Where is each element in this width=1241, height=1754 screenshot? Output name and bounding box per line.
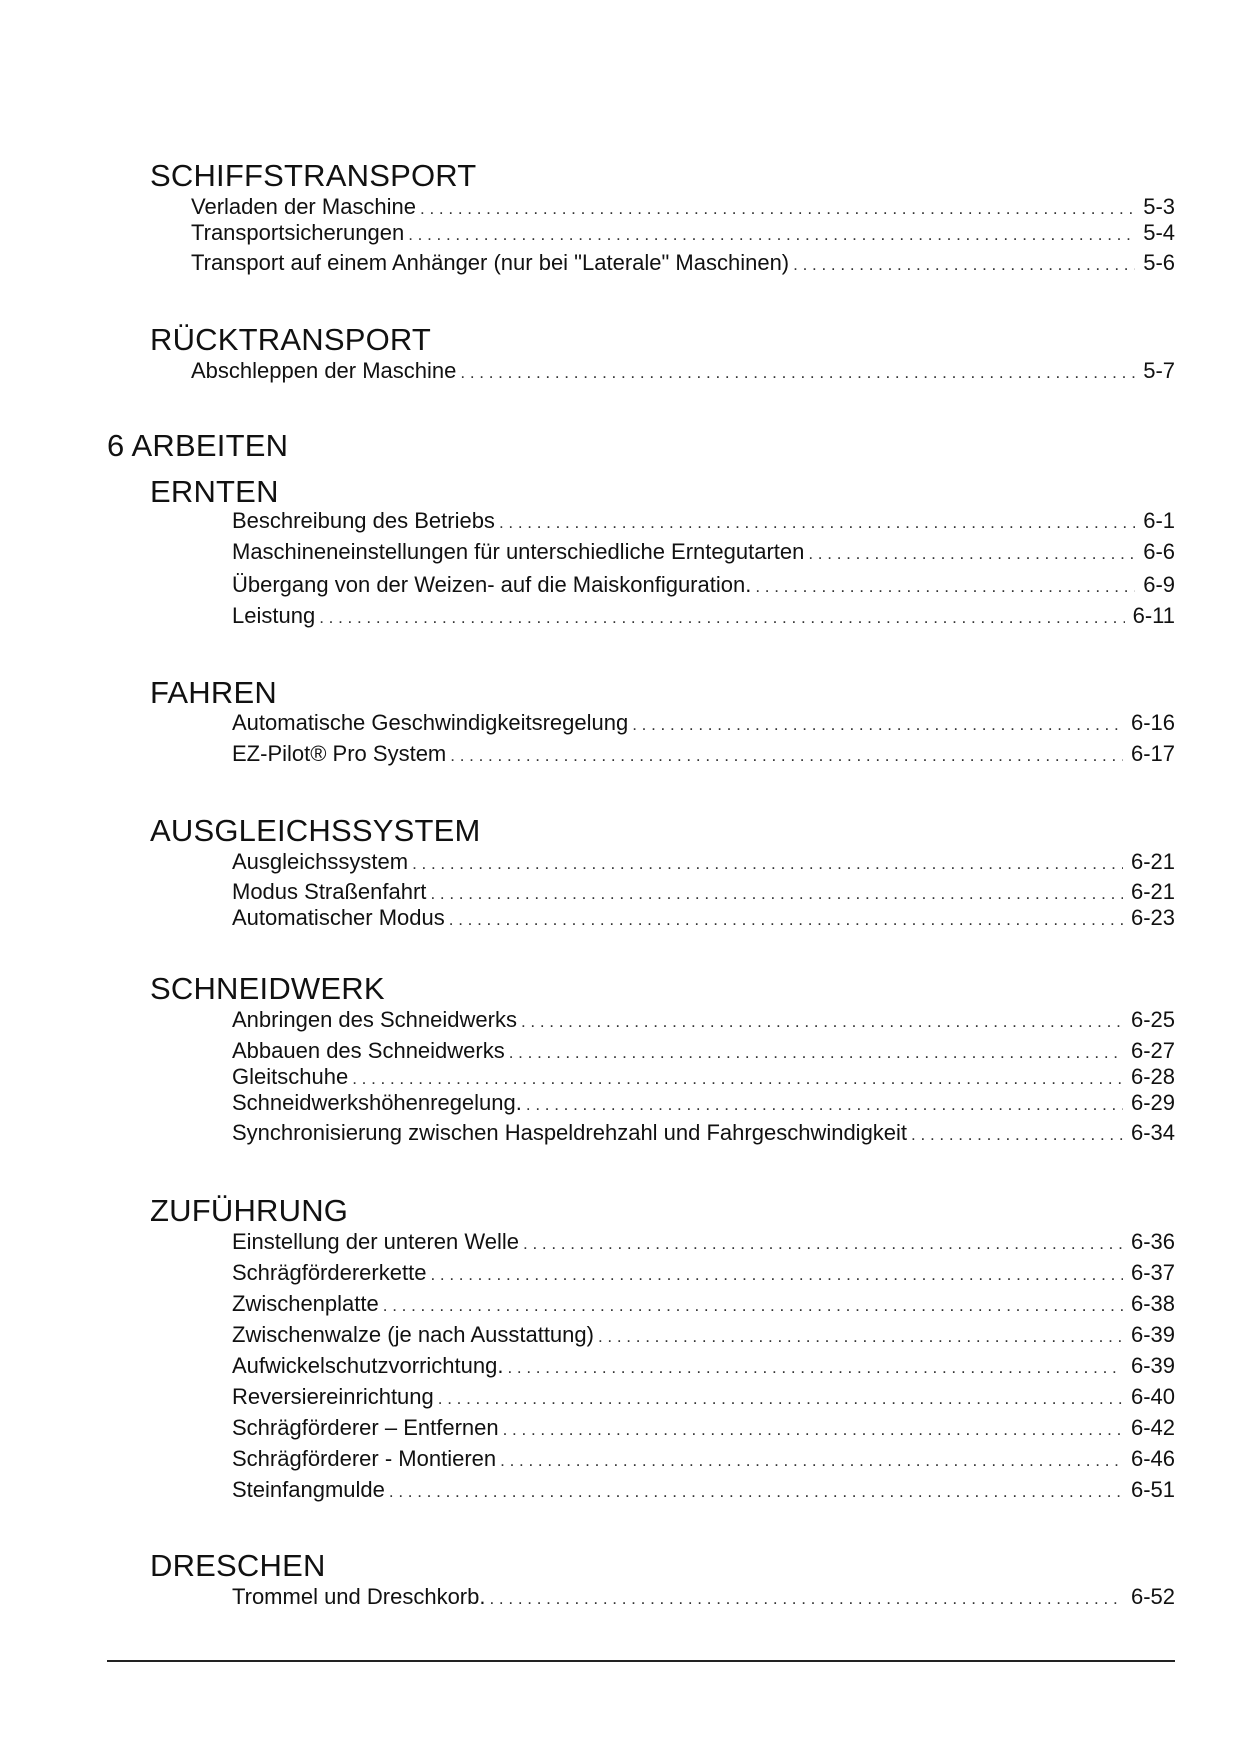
- dot-leader: [509, 1040, 1123, 1066]
- dot-leader: [523, 1231, 1123, 1257]
- dot-leader: [408, 222, 1135, 248]
- toc-entry[interactable]: [232, 905, 1175, 931]
- section-heading-ernten: ERNTEN: [150, 474, 279, 509]
- toc-entry-label: Automatischer Modus: [232, 905, 445, 930]
- section-heading-ausgleichssystem: AUSGLEICHSSYSTEM: [150, 813, 481, 848]
- dot-leader: [808, 541, 1135, 567]
- toc-entry-label: Übergang von der Weizen- auf die Maiskonfiguration.: [232, 572, 752, 597]
- toc-entry-label: Reversiereinrichtung: [232, 1384, 434, 1409]
- toc-entry[interactable]: [232, 1007, 1175, 1033]
- toc-entry-label: Einstellung der unteren Welle: [232, 1229, 519, 1254]
- dot-leader: [500, 1448, 1123, 1474]
- toc-entry-label: Schrägförderer – Entfernen: [232, 1415, 499, 1440]
- chapter-heading-arbeiten: 6 ARBEITEN: [107, 428, 289, 463]
- dot-leader: [526, 1092, 1123, 1118]
- toc-entry[interactable]: [191, 250, 1175, 276]
- toc-entry-page: 6-1: [1143, 508, 1175, 533]
- dot-leader: [352, 1066, 1123, 1092]
- toc-entry-page: 6-25: [1130, 1007, 1175, 1032]
- toc-entry-label: Verladen der Maschine: [191, 194, 417, 219]
- toc-entry-page: 6-27: [1130, 1038, 1175, 1063]
- dot-leader: [793, 252, 1135, 278]
- toc-entry-label: Abbauen des Schneidwerks: [232, 1038, 505, 1063]
- toc-entry-label: EZ-Pilot® Pro System: [232, 741, 447, 766]
- section-heading-schiffstransport: SCHIFFSTRANSPORT: [150, 158, 477, 193]
- section-heading-ruecktransport: RÜCKTRANSPORT: [150, 322, 432, 357]
- toc-entry[interactable]: [232, 879, 1175, 905]
- dot-leader: [489, 1586, 1122, 1612]
- toc-entry-page: 6-23: [1130, 905, 1175, 930]
- toc-entry-label: Abschleppen der Maschine: [191, 358, 457, 383]
- dot-leader: [598, 1324, 1123, 1350]
- toc-entry-page: 6-42: [1130, 1415, 1175, 1440]
- toc-entry-label: Gleitschuhe: [232, 1064, 349, 1089]
- toc-entry-page: 6-28: [1130, 1064, 1175, 1089]
- toc-entry-label: Modus Straßenfahrt: [232, 879, 427, 904]
- toc-entry-page: 6-29: [1130, 1090, 1175, 1115]
- toc-entry-page: 6-6: [1143, 539, 1175, 564]
- toc-entry[interactable]: [232, 849, 1175, 875]
- toc-entry-label: Schrägförderer - Montieren: [232, 1446, 497, 1471]
- toc-entry-label: Leistung: [232, 603, 316, 628]
- toc-entry-page: 6-46: [1130, 1446, 1175, 1471]
- section-heading-dreschen: DRESCHEN: [150, 1548, 326, 1583]
- toc-entry[interactable]: [232, 603, 1175, 629]
- toc-entry-page: 6-39: [1130, 1322, 1175, 1347]
- toc-entry[interactable]: [232, 1415, 1175, 1441]
- toc-entry-page: 6-34: [1130, 1120, 1175, 1145]
- dot-leader: [383, 1293, 1123, 1319]
- toc-entry-label: Schrägfördererkette: [232, 1260, 427, 1285]
- toc-entry-page: 5-7: [1143, 358, 1175, 383]
- toc-entry-page: 6-16: [1130, 710, 1175, 735]
- toc-entry-page: 6-38: [1130, 1291, 1175, 1316]
- toc-entry-page: 6-17: [1130, 741, 1175, 766]
- toc-entry[interactable]: [232, 1064, 1175, 1090]
- toc-entry[interactable]: [232, 741, 1175, 767]
- section-heading-zufuehrung: ZUFÜHRUNG: [150, 1193, 349, 1228]
- toc-entry-label: Transportsicherungen: [191, 220, 405, 245]
- toc-entry[interactable]: [232, 1120, 1175, 1146]
- toc-entry-label: Zwischenwalze (je nach Ausstattung): [232, 1322, 594, 1347]
- dot-leader: [449, 907, 1123, 933]
- toc-entry-label: Trommel und Dreschkorb.: [232, 1584, 486, 1609]
- section-heading-fahren: FAHREN: [150, 675, 277, 710]
- toc-entry[interactable]: [232, 1384, 1175, 1410]
- toc-entry-page: 5-6: [1143, 250, 1175, 275]
- toc-entry-label: Beschreibung des Betriebs: [232, 508, 495, 533]
- toc-entry-page: 6-36: [1130, 1229, 1175, 1254]
- dot-leader: [412, 851, 1123, 877]
- toc-entry-label: Steinfangmulde: [232, 1477, 385, 1502]
- footer-divider: [107, 1660, 1175, 1662]
- toc-entry-page: 6-37: [1130, 1260, 1175, 1285]
- dot-leader: [430, 881, 1123, 907]
- toc-entry[interactable]: [232, 1477, 1175, 1503]
- toc-entry-page: 5-3: [1143, 194, 1175, 219]
- dot-leader: [430, 1262, 1123, 1288]
- toc-entry-page: 5-4: [1143, 220, 1175, 245]
- dot-leader: [632, 712, 1123, 738]
- toc-entry[interactable]: [232, 1446, 1175, 1472]
- toc-entry-label: Synchronisierung zwischen Haspeldrehzahl und Fahrgeschwindigkeit: [232, 1120, 908, 1145]
- dot-leader: [755, 574, 1135, 600]
- toc-entry-label: Schneidwerkshöhenregelung.: [232, 1090, 522, 1115]
- toc-entry[interactable]: [232, 1584, 1175, 1610]
- section-heading-schneidwerk: SCHNEIDWERK: [150, 971, 385, 1006]
- toc-entry[interactable]: [191, 220, 1175, 246]
- toc-entry[interactable]: [232, 1038, 1175, 1064]
- toc-entry[interactable]: [232, 1322, 1175, 1348]
- toc-entry-page: 6-11: [1132, 603, 1175, 628]
- dot-leader: [450, 743, 1123, 769]
- toc-entry-page: 6-21: [1130, 849, 1175, 874]
- toc-entry[interactable]: [191, 358, 1175, 384]
- dot-leader: [911, 1122, 1123, 1148]
- toc-entry-page: 6-21: [1130, 879, 1175, 904]
- toc-entry-page: 6-9: [1143, 572, 1175, 597]
- toc-entry[interactable]: [232, 1291, 1175, 1317]
- toc-entry-page: 6-40: [1130, 1384, 1175, 1409]
- toc-entry-label: Ausgleichssystem: [232, 849, 409, 874]
- toc-entry-page: 6-52: [1130, 1584, 1175, 1609]
- toc-entry-label: Transport auf einem Anhänger (nur bei "Laterale" Maschinen): [191, 250, 790, 275]
- dot-leader: [420, 196, 1135, 222]
- toc-entry-label: Maschineneinstellungen für unterschiedliche Erntegutarten: [232, 539, 805, 564]
- dot-leader: [503, 1417, 1123, 1443]
- toc-entry[interactable]: [232, 539, 1175, 565]
- dot-leader: [460, 360, 1135, 386]
- toc-entry-page: 6-39: [1130, 1353, 1175, 1378]
- toc-entry-label: Zwischenplatte: [232, 1291, 379, 1316]
- toc-entry[interactable]: [232, 572, 1175, 598]
- toc-entry-label: Automatische Geschwindigkeitsregelung: [232, 710, 629, 735]
- dot-leader: [507, 1355, 1123, 1381]
- toc-entry[interactable]: [191, 194, 1175, 220]
- dot-leader: [389, 1479, 1123, 1505]
- toc-entry[interactable]: [232, 1260, 1175, 1286]
- toc-entry[interactable]: [232, 508, 1175, 534]
- toc-entry[interactable]: [232, 710, 1175, 736]
- toc-entry[interactable]: [232, 1090, 1175, 1116]
- dot-leader: [521, 1009, 1123, 1035]
- toc-entry[interactable]: [232, 1353, 1175, 1379]
- dot-leader: [499, 510, 1135, 536]
- dot-leader: [438, 1386, 1123, 1412]
- toc-entry-label: Aufwickelschutzvorrichtung.: [232, 1353, 504, 1378]
- toc-entry-label: Anbringen des Schneidwerks: [232, 1007, 517, 1032]
- toc-entry[interactable]: [232, 1229, 1175, 1255]
- toc-entry-page: 6-51: [1130, 1477, 1175, 1502]
- dot-leader: [319, 605, 1124, 631]
